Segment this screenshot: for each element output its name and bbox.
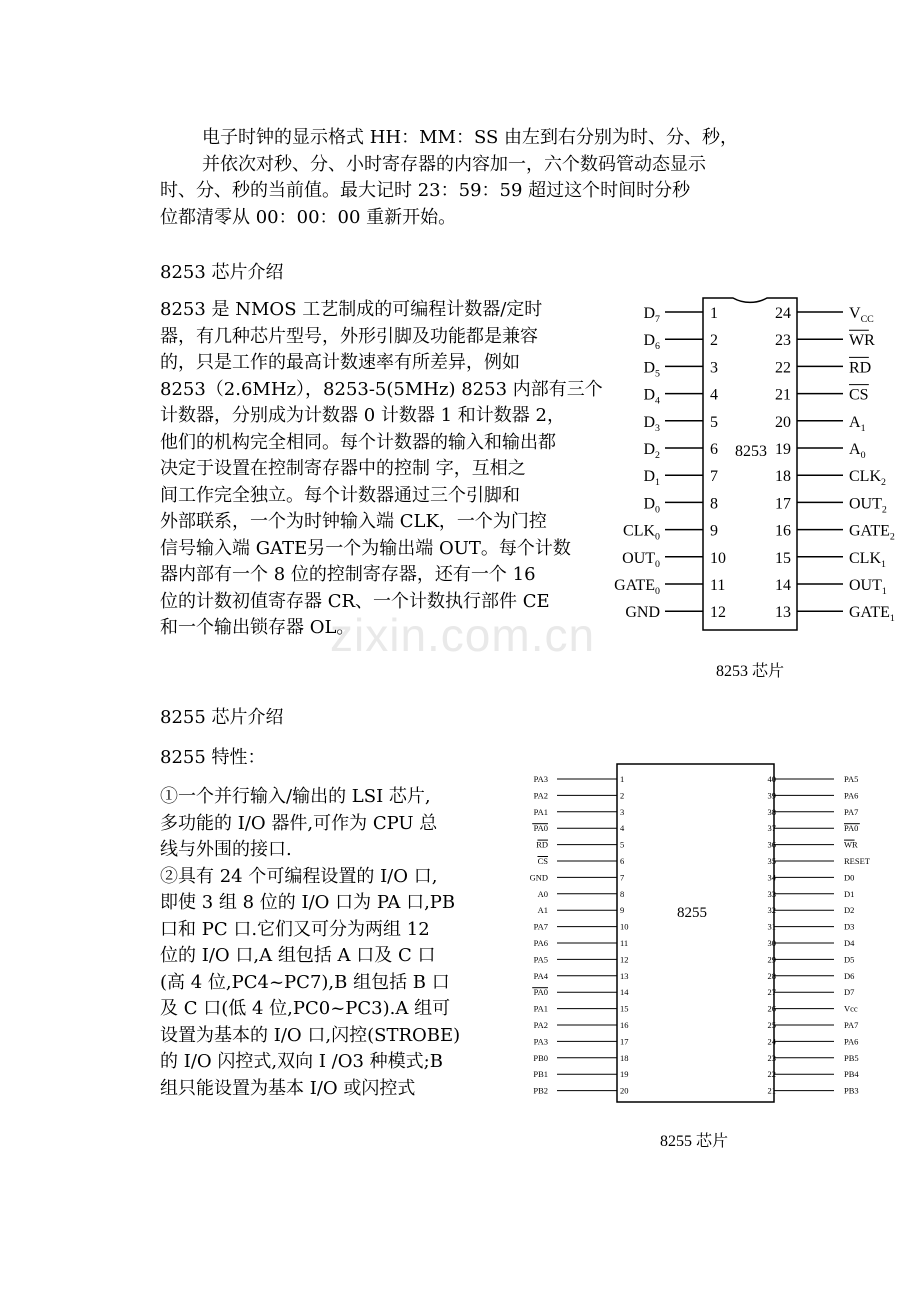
- pin-label: PA7: [844, 1020, 859, 1030]
- text-line: 设置为基本的 I/O 口,闪控(STROBE): [160, 1024, 461, 1046]
- pin-number: 13: [775, 604, 791, 622]
- chip-8253-diagram: [600, 290, 910, 640]
- text-line: 的，只是工作的最高计数速率有所差异，例如: [160, 352, 520, 373]
- pin-number: 8: [620, 888, 625, 899]
- pin-number: 9: [620, 905, 625, 916]
- pin-number: 3: [620, 806, 625, 817]
- paragraph-8253: [160, 297, 605, 642]
- pin-number: 23: [767, 1052, 776, 1063]
- pin-number: 13: [620, 970, 629, 981]
- pin-label: CS: [849, 386, 869, 404]
- pin-label: PA6: [844, 1036, 859, 1047]
- pin-label: $A_1$: [849, 413, 866, 434]
- pin-number: 23: [775, 332, 791, 350]
- pin-label: D2: [844, 905, 855, 916]
- pin-label: RD: [849, 359, 872, 377]
- pin-label: PA2: [533, 790, 548, 801]
- pin-label: PA3: [533, 1036, 548, 1047]
- pin-label: PA7: [844, 806, 859, 817]
- pin-label: $D_7$: [643, 305, 660, 325]
- text-line: (高 4 位,PC4~PC7),B 组包括 B 口: [160, 971, 450, 993]
- pin-label: PB1: [533, 1069, 548, 1080]
- intro-line: 时、分、秒的当前值。最大记时 23：59：59 超过这个时间时分秒: [160, 180, 691, 201]
- pin-label: $D_5$: [643, 359, 660, 380]
- pin-label: WR: [849, 332, 875, 350]
- pin-label: D7: [844, 987, 855, 998]
- text-line: 即使 3 组 8 位的 I/O 口为 PA 口,PB: [160, 892, 456, 913]
- pin-label: $D_3$: [643, 413, 660, 434]
- pin-label: $OUT_1$: [849, 577, 887, 597]
- pin-number: 12: [620, 954, 629, 965]
- text-line: 和一个输出锁存器 OL。: [160, 617, 355, 638]
- pin-label: PA3: [533, 774, 548, 784]
- pin-number: 16: [775, 522, 791, 540]
- pin-number: 6: [620, 856, 625, 866]
- pin-label: $OUT_0$: [622, 549, 660, 570]
- paragraph-8255: [160, 784, 505, 1102]
- text-line: 的 I/O 闪控式,双向 I /O3 种模式;B: [160, 1051, 443, 1072]
- pin-number: 9: [710, 522, 718, 540]
- pin-number: 35: [767, 856, 776, 866]
- pin-label: PA6: [533, 938, 548, 948]
- text-line: ②具有 24 个可编程设置的 I/O 口,: [160, 865, 438, 887]
- text-line: 线与外围的接口.: [160, 839, 292, 860]
- text-line: 位的 I/O 口,A 组包括 A 口及 C 口: [160, 945, 436, 966]
- pin-number: 20: [775, 413, 791, 431]
- pin-number: 36: [767, 839, 776, 850]
- pin-number: 15: [620, 1003, 629, 1014]
- pin-number: 29: [767, 954, 776, 965]
- pin-number: 37: [767, 823, 776, 834]
- pin-number: 22: [775, 359, 791, 377]
- pin-number: 19: [620, 1069, 629, 1080]
- pin-label: D0: [844, 872, 855, 883]
- pin-number: 21: [775, 386, 791, 404]
- pin-label: D1: [844, 888, 855, 899]
- heading-8253: 8253 芯片介绍: [160, 262, 284, 283]
- pin-number: 5: [620, 839, 625, 850]
- pin-label: $D_1$: [643, 468, 660, 489]
- text-line: 组只能设置为基本 I/O 或闪控式: [160, 1077, 416, 1099]
- pin-number: 3: [710, 359, 718, 377]
- pin-number: 39: [767, 790, 776, 801]
- chip-8255-name: 8255: [677, 905, 707, 921]
- pin-number: 24: [767, 1036, 776, 1047]
- text-line: 8253（2.6MHz），8253-5(5MHz) 8253 内部有三个: [160, 378, 603, 400]
- pin-number: 7: [620, 872, 625, 883]
- pin-label: GND: [625, 604, 660, 622]
- caption-8253: 8253 芯片: [716, 663, 785, 680]
- text-line: 外部联系，一个为时钟输入端 CLK，一个为门控: [160, 511, 547, 532]
- pin-number: 24: [775, 305, 791, 322]
- intro-line: 并依次对秒、分、小时寄存器的内容加一，六个数码管动态显示: [202, 153, 706, 175]
- pin-number: 14: [775, 577, 791, 594]
- pin-number: 19: [775, 441, 791, 458]
- text-line: 信号输入端 GATE另一个为输出端 OUT。每个计数: [160, 537, 571, 559]
- pin-label: PB2: [533, 1085, 548, 1096]
- pin-number: 32: [767, 905, 776, 916]
- pin-number: 12: [710, 604, 726, 622]
- pin-label: Vcc: [844, 1003, 858, 1014]
- pin-label: $CLK_1$: [849, 549, 886, 570]
- pin-label: PA0: [533, 823, 548, 834]
- pin-label: D4: [844, 938, 855, 948]
- pin-label: CS: [537, 856, 548, 866]
- pin-label: PA5: [533, 954, 548, 965]
- pin-number: 8: [710, 495, 718, 513]
- pin-number: 18: [775, 468, 791, 486]
- pin-number: 4: [710, 386, 718, 404]
- pin-label: PA0: [533, 987, 548, 998]
- pin-label: D6: [844, 970, 855, 981]
- pin-number: 14: [620, 987, 629, 998]
- pin-number: 4: [620, 823, 625, 834]
- pin-label: PB0: [533, 1052, 548, 1063]
- chip-8253-name: 8253: [735, 443, 767, 460]
- intro-paragraph: [160, 125, 765, 231]
- pin-number: 7: [710, 468, 718, 486]
- pin-label: GND: [529, 872, 548, 883]
- pin-label: D3: [844, 921, 855, 932]
- pin-number: 5: [710, 413, 718, 431]
- pin-number: 26: [767, 1003, 776, 1014]
- pin-number: 40: [767, 774, 776, 784]
- pin-label: PB5: [844, 1052, 859, 1063]
- pin-label: $D_2$: [643, 441, 660, 461]
- pin-label: $CLK_0$: [623, 522, 660, 543]
- pin-number: 1: [620, 774, 625, 784]
- pin-number: 28: [767, 970, 776, 981]
- pin-number: 27: [767, 987, 776, 998]
- pin-label: A1: [537, 905, 548, 916]
- pin-label: $GATE_1$: [849, 604, 895, 625]
- text-line: 他们的机构完全相同。每个计数器的输入和输出都: [160, 431, 556, 453]
- chip-8255-diagram: [520, 762, 880, 1107]
- pin-label: $GATE_2$: [849, 522, 895, 543]
- pin-label: PA7: [533, 921, 548, 932]
- pin-number: 1: [710, 305, 718, 322]
- pin-label: PA6: [844, 790, 859, 801]
- pin-label: $CLK_2$: [849, 468, 886, 489]
- pin-number: 34: [767, 872, 776, 883]
- pin-number: 33: [767, 888, 776, 899]
- pin-number: 15: [775, 549, 791, 567]
- intro-line: 电子时钟的显示格式 HH：MM：SS 由左到右分别为时、分、秒，: [202, 127, 739, 148]
- pin-number: 11: [620, 938, 629, 948]
- text-line: 位的计数初值寄存器 CR、一个计数执行部件 CE: [160, 590, 550, 612]
- pin-label: $D_0$: [643, 495, 660, 516]
- pin-number: 2: [620, 790, 625, 801]
- pin-label: $D_4$: [643, 386, 660, 407]
- pin-label: PA4: [533, 970, 548, 981]
- text-line: 器内部有一个 8 位的控制寄存器，还有一个 16: [160, 564, 536, 585]
- pin-number: 30: [767, 938, 776, 948]
- pin-label: $D_6$: [643, 332, 660, 353]
- pin-label: WR: [844, 839, 858, 850]
- text-line: 口和 PC 口.它们又可分为两组 12: [160, 918, 430, 940]
- pin-number: 10: [620, 921, 629, 932]
- pin-number: 25: [767, 1020, 776, 1030]
- text-line: ①一个并行输入/输出的 LSI 芯片,: [160, 786, 431, 807]
- pin-number: 2: [710, 332, 718, 350]
- pin-number: 6: [710, 441, 718, 458]
- intro-line: 位都清零从 00：00：00 重新开始。: [160, 206, 457, 228]
- chip-8255-body: [617, 764, 774, 1102]
- pin-number: 21: [767, 1085, 776, 1096]
- watermark: zixin.com.cn: [330, 609, 596, 661]
- pin-label: PA1: [533, 1003, 548, 1014]
- text-line: 间工作完全独立。每个计数器通过三个引脚和: [160, 484, 520, 506]
- pin-label: PA2: [533, 1020, 548, 1030]
- pin-label: $OUT_2$: [849, 495, 887, 516]
- pin-label: PB4: [844, 1069, 859, 1080]
- heading-8255: 8255 芯片介绍: [160, 707, 284, 728]
- caption-8255: 8255 芯片: [660, 1133, 729, 1150]
- text-line: 及 C 口(低 4 位,PC0~PC3).A 组可: [160, 998, 451, 1019]
- pin-number: 18: [620, 1052, 629, 1063]
- pin-label: A0: [537, 888, 548, 899]
- pin-label: PA1: [533, 806, 548, 817]
- text-line: 计数器，分别成为计数器 0 计数器 1 和计数器 2，: [160, 405, 565, 426]
- pin-number: 38: [767, 806, 776, 817]
- text-line: 器，有几种芯片型号，外形引脚及功能都是兼容: [160, 325, 538, 347]
- pin-number: 10: [710, 549, 726, 567]
- pin-number: 16: [620, 1020, 629, 1030]
- pin-label: RD: [536, 839, 548, 850]
- pin-number: 17: [775, 495, 791, 513]
- pin-label: $A_0$: [849, 441, 866, 461]
- pin-label: $GATE_0$: [614, 577, 660, 597]
- pin-number: 11: [710, 577, 726, 594]
- features-title: 8255 特性：: [160, 747, 266, 768]
- pin-number: 22: [767, 1069, 776, 1080]
- text-line: 多功能的 I/O 器件,可作为 CPU 总: [160, 812, 438, 834]
- pin-number: 17: [620, 1036, 629, 1047]
- pin-label: $V_{CC}$: [849, 305, 874, 325]
- pin-label: PB3: [844, 1085, 859, 1096]
- text-line: 决定于设置在控制寄存器中的控制 字，互相之: [160, 458, 526, 479]
- pin-label: RESET: [844, 856, 870, 866]
- text-line: 8253 是 NMOS 工艺制成的可编程计数器/定时: [160, 299, 543, 320]
- pin-number: 31: [767, 921, 776, 932]
- pin-label: PA5: [844, 774, 859, 784]
- pin-number: 20: [620, 1085, 629, 1096]
- pin-label: D5: [844, 954, 855, 965]
- pin-label: PA0: [844, 823, 859, 834]
